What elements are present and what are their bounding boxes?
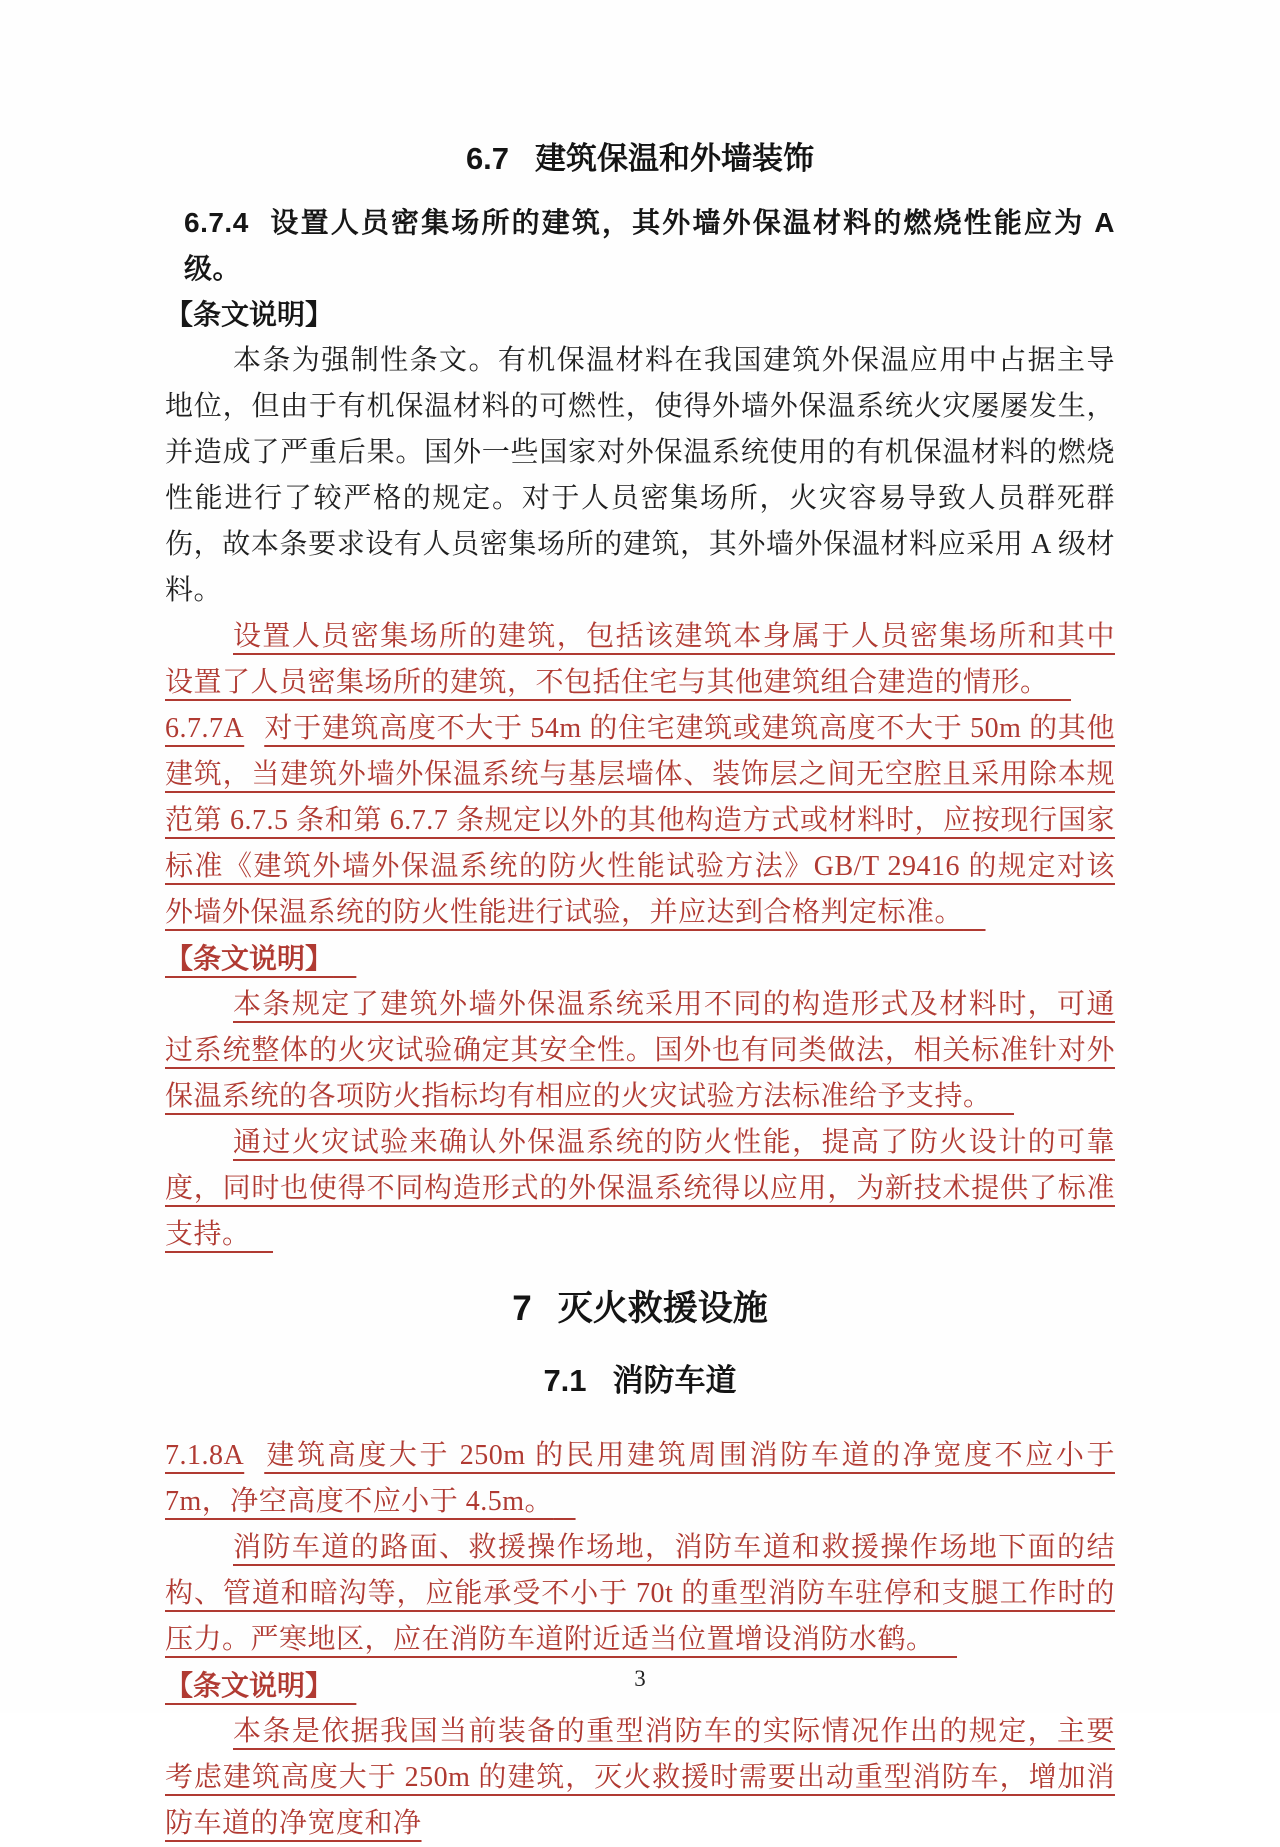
section-title: 消防车道: [612, 1363, 737, 1398]
clause-6-7-4: [165, 200, 1115, 292]
clause-text: 建筑高度大于 250m 的民用建筑周围消防车道的净宽度不应小于 7m，净空高度不应小于 4.5m。: [165, 1440, 1115, 1517]
clause-number: 7.1.8A: [165, 1440, 245, 1471]
section-number: 6.7: [465, 141, 510, 176]
clause-text: 对于建筑高度不大于 54m 的住宅建筑或建筑高度不大于 50m 的其他建筑，当建筑外墙外保温系统与基层墙体、装饰层之间无空腔且采用除本规范第 6.7.5 条和第 6.7.7 条规定以外的其他构造方式或材料时，应按现行国家标准《建筑外墙外保温系统的防火性能试验方法》GB/T 29416 的规定对该外墙外保温系统的防火性能进行试验，并应达到合格判定标准。: [165, 713, 1115, 928]
para-fire-test-explanation-1: 本条规定了建筑外墙外保温系统采用不同的构造形式及材料时，可通过系统整体的火灾试验确定其安全性。国外也有同类做法，相关标准针对外保温系统的各项防火指标均有相应的火灾试验方法标准给予支持。: [165, 989, 1115, 1112]
para-fire-test-explanation-2: 通过火灾试验来确认外保温系统的防火性能，提高了防火设计的可靠度，同时也使得不同构造形式的外保温系统得以应用，为新技术提供了标准支持。: [165, 1127, 1115, 1250]
clause-text: 设置人员密集场所的建筑，其外墙外保温材料的燃烧性能应为 A 级。: [184, 207, 1115, 284]
explanation-label-red-1: 【条文说明】: [165, 943, 334, 974]
para-assembly-occupancy-insert: 设置人员密集场所的建筑，包括该建筑本身属于人员密集场所和其中设置了人员密集场所的建筑，不包括住宅与其他建筑组合建造的情形。: [165, 621, 1115, 698]
clause-6-7-7A: [165, 706, 1115, 936]
clause-7-1-8A: [165, 1433, 1115, 1525]
clause-number: 6.7.7A: [165, 713, 245, 744]
explanation-label-black: 【条文说明】: [165, 299, 334, 330]
chapter-number: 7: [512, 1289, 532, 1328]
page-number: 3: [634, 1666, 646, 1691]
section-title: 建筑保温和外墙装饰: [535, 141, 815, 176]
chapter-title: 灭火救援设施: [557, 1289, 768, 1328]
explanation-label-red-2: 【条文说明】: [165, 1670, 334, 1701]
para-fire-lane-requirements: 消防车道的路面、救援操作场地，消防车道和救援操作场地下面的结构、管道和暗沟等，应能承受不小于 70t 的重型消防车驻停和支腿工作时的压力。严寒地区，应在消防车道附近适当位置增设消防水鹤。: [165, 1532, 1115, 1655]
clause-number: 6.7.4: [184, 207, 249, 238]
section-heading-7-1: [165, 1362, 1115, 1399]
chapter-heading-7: [165, 1288, 1115, 1330]
section-heading-6-7: [165, 140, 1115, 177]
para-heavy-fire-truck-explanation: 本条是依据我国当前装备的重型消防车的实际情况作出的规定，主要考虑建筑高度大于 250m 的建筑，灭火救援时需要出动重型消防车，增加消防车道的净宽度和净: [165, 1716, 1115, 1839]
para-mandatory-explanation: 本条为强制性条文。有机保温材料在我国建筑外保温应用中占据主导地位，但由于有机保温材料的可燃性，使得外墙外保温系统火灾屡屡发生，并造成了严重后果。国外一些国家对外保温系统使用的有机保温材料的燃烧性能进行了较严格的规定。对于人员密集场所，火灾容易导致人员群死群伤，故本条要求设有人员密集场所的建筑，其外墙外保温材料应采用 A 级材料。: [165, 345, 1115, 606]
section-number: 7.1: [543, 1363, 587, 1398]
